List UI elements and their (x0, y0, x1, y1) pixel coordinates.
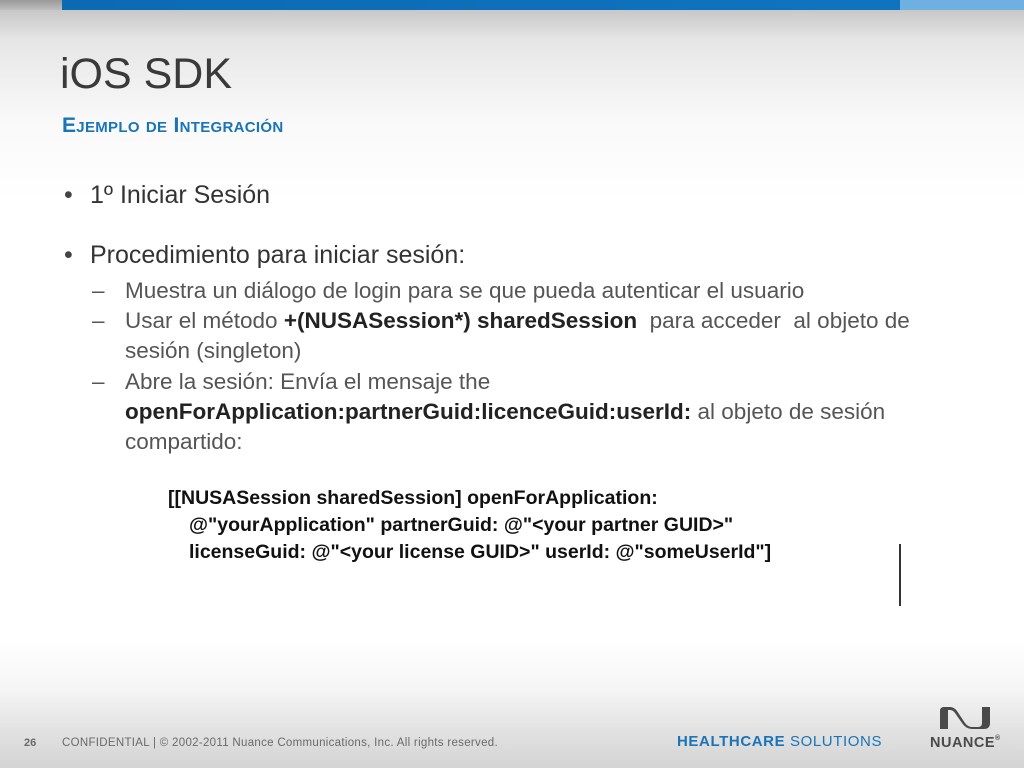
code-line: licenseGuid: @"<your license GUID>" userId: @"someUserId"] (189, 541, 772, 563)
sub-item-dash: – (92, 278, 105, 303)
nuance-logo-icon (938, 705, 992, 731)
bullet-item (64, 181, 270, 210)
top-accent-bar (62, 0, 900, 10)
page-number: 26 (24, 737, 37, 749)
code-snippet (168, 485, 771, 566)
sub-item-dash: – (92, 308, 105, 333)
sub-item-body (125, 367, 972, 457)
bullet-text: 1º Iniciar Sesión (90, 181, 271, 209)
slide-title: iOS SDK (60, 50, 233, 98)
code-line: [[NUSASession sharedSession] openForApplication: (168, 487, 658, 509)
method-name: +(NUSASession*) sharedSession (283, 308, 638, 333)
sub-item (92, 276, 972, 306)
bullet-text: Procedimiento para iniciar sesión: (90, 241, 466, 269)
top-bar-shadow (0, 0, 62, 10)
sub-item-body (125, 306, 972, 366)
sub-item (92, 306, 972, 366)
logo-registered: ® (995, 735, 1001, 742)
brand-light: SOLUTIONS (785, 733, 883, 750)
sub-item-text-post: para acceder al objeto de sesión (singleton) (125, 308, 917, 363)
message-name: openForApplication:partnerGuid:licenceGuid:userId: (125, 399, 692, 424)
code-line: @"yourApplication" partnerGuid: @"<your partner GUID>" (189, 514, 734, 536)
sub-item-text-post: al objeto de sesión compartido: (125, 399, 886, 454)
sub-item-text-pre: Usar el método (125, 308, 284, 333)
sub-item-text-pre: Abre la sesión: Envía el mensaje the (125, 369, 491, 394)
brand-tagline (677, 733, 882, 750)
confidential-notice: CONFIDENTIAL | © 2002-2011 Nuance Communications, Inc. All rights reserved. (62, 737, 498, 749)
logo-wordmark: NUANCE (930, 735, 996, 751)
sub-item-dash: – (92, 369, 105, 394)
sub-item (92, 367, 972, 457)
bullet-item (64, 241, 465, 270)
sub-item-text: Muestra un diálogo de login para se que pueda autenticar el usuario (125, 278, 805, 303)
brand-bold: HEALTHCARE (677, 733, 786, 750)
nuance-logo-text (930, 735, 1001, 751)
bullet-symbol: • (64, 181, 73, 209)
text-cursor-line (899, 544, 901, 606)
top-accent-bar-light (900, 0, 1024, 10)
bullet-symbol: • (64, 241, 73, 269)
slide-subtitle: Ejemplo de Integración (62, 114, 284, 137)
